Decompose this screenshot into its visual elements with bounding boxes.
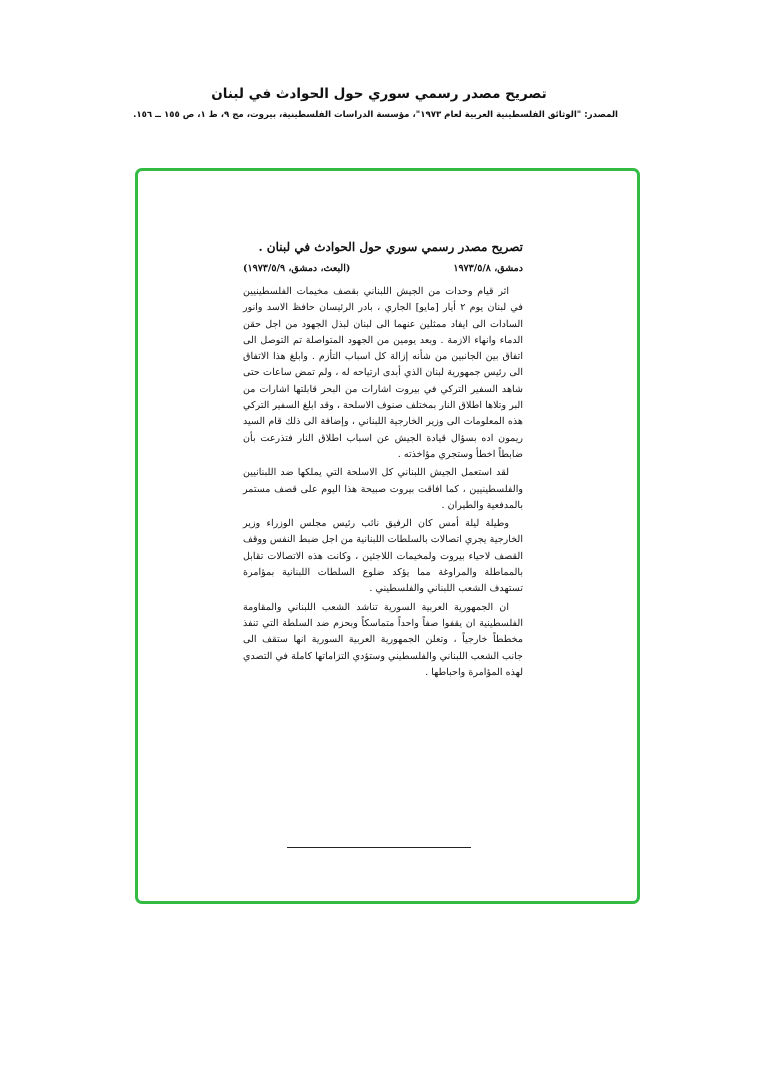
- paragraph-3: وطيلة ليلة أمس كان الرفيق نائب رئيس مجلس الوزراء وزير الخارجية يجري اتصالات بالسلطات اللبنانية من اجل ضبط النفس ووقف القصف لاحياء بيروت ولمخيمات اللاجئين ، وكانت هذه الاتصالات تقابل بالمماطلة والمراوغة مما يؤكد ضلوع السلطات اللبنانية بمؤامرة تستهدف الشعب اللبناني والفلسطيني .: [243, 518, 523, 595]
- end-rule: [287, 847, 471, 848]
- source-citation: المصدر: "الوثائق الفلسطينية العربية لعام ١٩٧٣"، مؤسسة الدراسات الفلسطينية، بيروت، مج ٩، ط ١، ص ١٥٥ ــ ١٥٦.: [133, 110, 618, 120]
- paragraph-2: لقد استعمل الجيش اللبناني كل الاسلحة التي يملكها ضد اللبنانيين والفلسطينيين ، كما افاقت بيروت صبيحة هذا اليوم على قصف مستمر بالمدفعية والطيران .: [243, 467, 523, 511]
- page-title: تصريح مصدر رسمي سوري حول الحوادث في لبنان: [211, 86, 547, 102]
- paragraph-1: اثر قيام وحدات من الجيش اللبناني بقصف مخيمات الفلسطينيين في لبنان يوم ٢ أيار [مايو] الجاري ، بادر الرئيسان حافظ الاسد وانور السادات الى ايفاد ممثلين عنهما الى لبنان لبذل الجهود من اجل حقن الدماء وانهاء الازمة . وبعد يومين من الجهود المتواصلة تم التوصل الى اتفاق بين الجانبين من شأنه إزالة كل اسباب التأزم . وابلغ هذا الاتفاق الى رئيس جمهورية لبنان الذي أبدى ارتياحه له ، ولم تمض ساعات حتى شاهد السفير التركي في بيروت اشارات من البحر قابلتها اشارات من البر وتلاها اطلاق النار بمختلف صنوف الاسلحة ، وقد ابلغ السفير التركي هذه المعلومات الى وزير الخارجية اللبناني ، وإضافة الى ذلك قام السيد ريمون اده بسؤال قيادة الجيش عن اسباب اطلاق النار فتذرعت بأن ضابطاً اخطأ وستجري مؤاخذته .: [243, 286, 523, 460]
- dateline-place-date: دمشق، ١٩٧٣/٥/٨: [453, 263, 523, 274]
- dateline-source: (البعث، دمشق، ١٩٧٣/٥/٩): [243, 263, 351, 274]
- scanned-document: [243, 240, 523, 681]
- dateline: [243, 263, 523, 274]
- document-heading: تصريح مصدر رسمي سوري حول الحوادث في لبنان .: [258, 240, 523, 254]
- paragraph-4: ان الجمهورية العربية السورية تناشد الشعب اللبناني والمقاومة الفلسطينية ان يقفوا صفاً واحداً متماسكاً وبحزم ضد السلطة التي تنفذ مخططاً خارجياً ، وتعلن الجمهورية العربية السورية انها ستقف الى جانب الشعب اللبناني والفلسطيني وستؤدي التزاماتها كاملة في التصدي لهذه المؤامرة واحباطها .: [243, 601, 523, 678]
